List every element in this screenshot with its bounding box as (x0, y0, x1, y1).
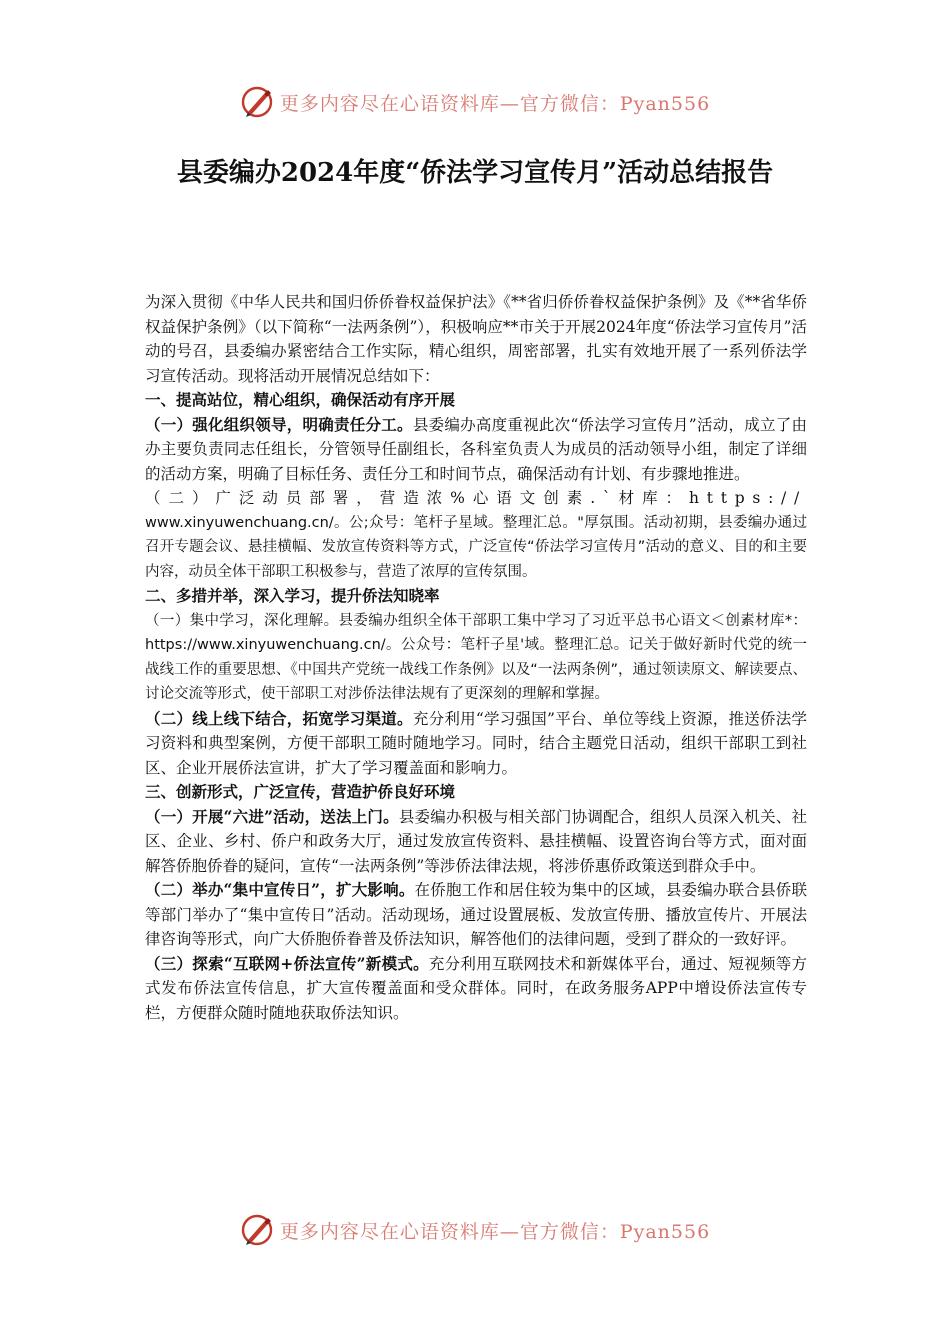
section-3-paragraph-3 (145, 952, 807, 1026)
footer-banner-text: 更多内容尽在心语资料库—官方微信：Pyan556 (279, 1220, 711, 1243)
section-1-paragraph-1 (145, 413, 807, 487)
pen-logo-icon (240, 85, 274, 119)
document-title: 县委编办2024年度“侨法学习宣传月”活动总结报告 (176, 158, 774, 188)
section-3-paragraph-2 (145, 878, 807, 952)
section-3-paragraph-1-lead: （一）开展“六进”活动，送法上门。 (145, 806, 399, 826)
section-2-paragraph-2-lead: （二）线上线下结合，拓宽学习渠道。 (145, 708, 413, 728)
section-1-heading: 一、提高站位，精心组织，确保活动有序开展 (145, 390, 456, 409)
section-2-paragraph-1: （一）集中学习，深化理解。县委编办组织全体干部职工集中学习了习近平总书心语文＜创素材库*：https://www.xinyuwenchuang.cn/。公众号：笔杆子星'域。整理汇总。记关于做好新时代党的统一战线工作的重要思想、《中国共产党统一战线工作条例》以及“一法两条例”，通过领读原文、解读要点、讨论交流等形式，使干部职工对涉侨法律法规有了更深刻的理解和掌握。 (145, 612, 807, 702)
section-1-paragraph-1-text: 县委编办高度重视此次“侨法学习宣传月”活动，成立了由办主要负责同志任组长，分管领导任副组长，各科室负责人为成员的活动领导小组，制定了详细的活动方案，明确了目标任务、责任分工和时间节点，确保活动有计划、有步骤地推进。 (145, 415, 807, 483)
section-2-paragraph-2 (145, 707, 807, 781)
section-1-paragraph-2: www.xinyuwenchuang.cn/。公;众号：笔杆子星域。整理汇总。"厚氛围。活动初期，县委编办通过召开专题会议、悬挂横幅、发放宣传资料等方式，广泛宣传“侨法学习宣传月”活动的意义、目的和主要内容，动员全体干部职工积极参与，营造了浓厚的宣传氛围。 (145, 514, 807, 580)
footer-banner[interactable] (0, 1208, 950, 1252)
section-2-paragraph-2-text: 充分利用“学习强国”平台、单位等线上资源，推送侨法学习资料和典型案例，方便干部职工随时随地学习。同时，结合主题党日活动，组织干部职工到社区、企业开展侨法宣讲，扩大了学习覆盖面和影响力。 (145, 709, 807, 777)
header-banner-text: 更多内容尽在心语资料库—官方微信：Pyan556 (279, 92, 711, 115)
section-3-paragraph-1 (145, 805, 807, 879)
header-banner[interactable] (0, 80, 950, 124)
section-3-heading: 三、创新形式，广泛宣传，营造护侨良好环境 (145, 782, 456, 801)
section-1-paragraph-2-spread: （二）广泛动员部署，营造浓%心语文创素.`材库：https:// (145, 489, 807, 507)
pen-logo-icon (240, 1213, 274, 1247)
section-1-paragraph-2-line-1 (145, 486, 807, 511)
section-3-paragraph-2-lead: （二）举办“集中宣传日”，扩大影响。 (145, 880, 415, 899)
section-3-paragraph-3-text: 充分利用互联网技术和新媒体平台，通过、短视频等方式发布侨法宣传信息，扩大宣传覆盖面和受众群体。同时，在政务服务APP中增设侨法宣传专栏，方便群众随时随地获取侨法知识。 (145, 954, 807, 1022)
section-3-paragraph-1-text: 县委编办积极与相关部门协调配合，组织人员深入机关、社区、企业、乡村、侨户和政务大厅，通过发放宣传资料、悬挂横幅、设置咨询台等方式，面对面解答侨胞侨眷的疑问，宣传“一法两条例”等涉侨法律法规，将涉侨惠侨政策送到群众手中。 (145, 807, 807, 875)
section-2-heading: 二、多措并举，深入学习，提升侨法知晓率 (145, 586, 440, 605)
intro-paragraph: 为深入贯彻《中华人民共和国归侨侨眷权益保护法》《**省归侨侨眷权益保护条例》及《**省华侨权益保护条例》（以下简称“一法两条例”），积极响应**市关于开展2024年度“侨法学习宣传月”活动的号召，县委编办紧密结合工作实际，精心组织，周密部署，扎实有效地开展了一系列侨法学习宣传活动。现将活动开展情况总结如下： (145, 293, 807, 385)
document-body (145, 290, 807, 1025)
section-3-paragraph-3-lead: （三）探索“互联网+侨法宣传”新模式。 (145, 953, 429, 973)
section-3-paragraph-2-text: 在侨胞工作和居住较为集中的区域，县委编办联合县侨联等部门举办了“集中宣传日”活动。活动现场，通过设置展板、发放宣传册、播放宣传片、开展法律咨询等形式，向广大侨胞侨眷普及侨法知识，解答他们的法律问题，受到了群众的一致好评。 (145, 881, 807, 948)
section-1-paragraph-1-lead: （一）强化组织领导，明确责任分工。 (145, 414, 413, 434)
